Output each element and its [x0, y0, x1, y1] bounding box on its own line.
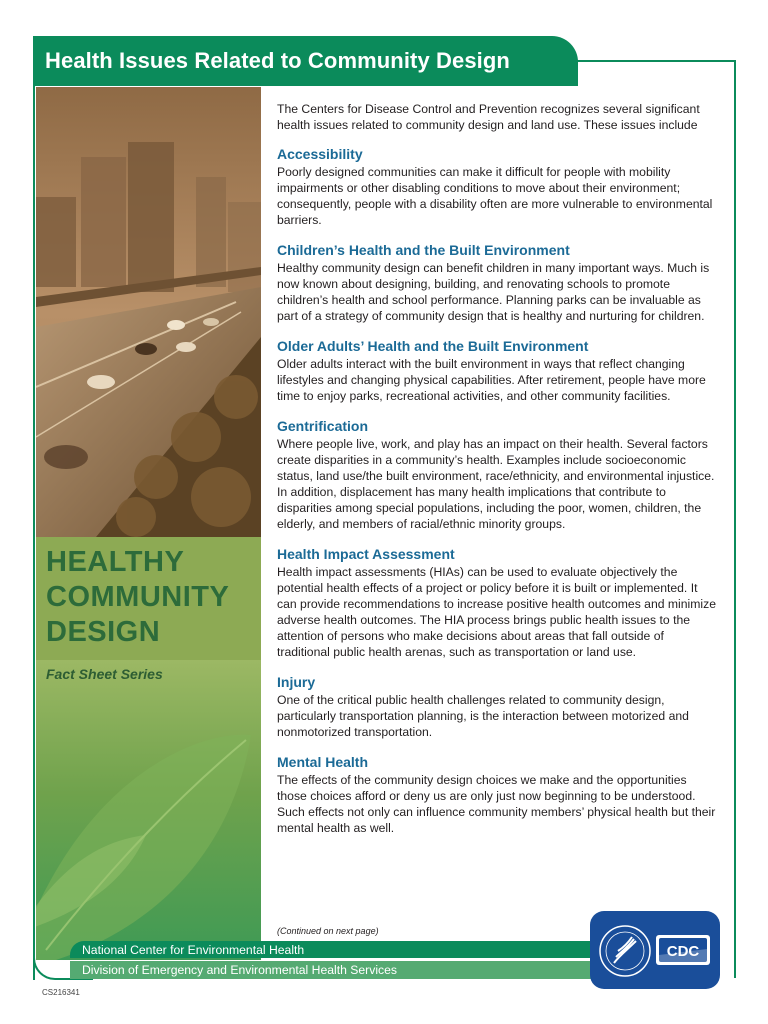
footer-division-name	[70, 961, 625, 979]
section-body: The effects of the community design choices we make and the opportunities those choices afford or deny us are only just now beginning to be understood. Such effects not only can influence community members’ physical health but their mental health as well.	[277, 773, 716, 835]
section-heading: Mental Health	[277, 754, 369, 770]
document-id: CS216341	[42, 988, 80, 997]
page-title: Health Issues Related to Community Design	[45, 48, 510, 73]
agency-logos	[590, 911, 720, 989]
series-title-line-3: DESIGN	[46, 616, 161, 648]
title-panel	[36, 537, 261, 660]
section-injury	[277, 673, 717, 740]
continued-note: (Continued on next page)	[277, 926, 379, 936]
series-title	[46, 545, 229, 650]
footer-center-name	[70, 941, 625, 958]
section-accessibility	[277, 145, 717, 228]
intro-paragraph: The Centers for Disease Control and Prevention recognizes several significant health issues related to community design and land use. These issues include	[277, 102, 700, 132]
section-heading: Children’s Health and the Built Environment	[277, 242, 570, 258]
hhs-seal-icon	[600, 926, 650, 976]
footer-line-2: Division of Emergency and Environmental Health Services	[82, 963, 397, 977]
section-heading: Gentrification	[277, 418, 369, 434]
frame-left-rule	[33, 60, 35, 980]
city-highway-photo	[36, 87, 261, 537]
section-gentrification	[277, 417, 717, 532]
header-bar	[33, 36, 578, 86]
section-childrens-health	[277, 241, 717, 324]
section-body: Where people live, work, and play has an impact on their health. Several factors create disparities in a community’s health. Examples include socioeconomic status, land use/the built environment, race/ethnicity, and environmental injustice. In addition, displacement has many health implications that contribute to disparities among special populations, including the poor, women, children, the elderly, and members of racial/ethnic minority groups.	[277, 437, 715, 531]
section-heading: Older Adults’ Health and the Built Environment	[277, 338, 589, 354]
section-body: Older adults interact with the built environment in ways that reflect changing lifestyles and changing physical capabilities. After retirement, people have more time to enjoy parks, recreational activities, and other community facilities.	[277, 357, 706, 403]
section-body: Poorly designed communities can make it difficult for people with mobility impairments or other disabling conditions to move about their environment; consequently, people with a disability often are more vulnerable to environmental barriers.	[277, 165, 713, 227]
section-heading: Accessibility	[277, 146, 363, 162]
svg-text:CDC: CDC	[666, 943, 700, 960]
series-title-line-1: HEALTHY	[46, 546, 185, 578]
fact-sheet-series-label: Fact Sheet Series	[46, 666, 163, 682]
series-title-line-2: COMMUNITY	[46, 581, 230, 613]
section-health-impact-assessment	[277, 545, 717, 660]
leaf-graphic	[36, 660, 261, 960]
main-content	[277, 101, 717, 849]
series-panel	[36, 660, 261, 960]
section-heading: Health Impact Assessment	[277, 546, 455, 562]
section-body: One of the critical public health challenges related to community design, particularly transportation planning, is the interaction between motorized and nonmotorized transportation.	[277, 693, 689, 739]
section-heading: Injury	[277, 674, 316, 690]
section-older-adults	[277, 337, 717, 404]
section-body: Healthy community design can benefit children in many important ways. Much is now known about designing, building, and renovating schools to promote children’s health and school performance. Planning parks can be invaluable as part of a strategy of community design that is healthy and nurturing for children.	[277, 261, 710, 323]
section-body: Health impact assessments (HIAs) can be used to evaluate objectively the potential health effects of a project or policy before it is built or implemented. It can provide recommendations to increase positive health outcomes and minimize adverse health outcomes. The HIA process brings public health issues to the attention of persons who make decisions about areas that fall outside of traditional public health arenas, such as transportation or land use.	[277, 565, 716, 659]
cdc-logo-icon	[656, 935, 710, 965]
section-mental-health	[277, 753, 717, 836]
footer-line-1: National Center for Environmental Health	[82, 942, 305, 957]
